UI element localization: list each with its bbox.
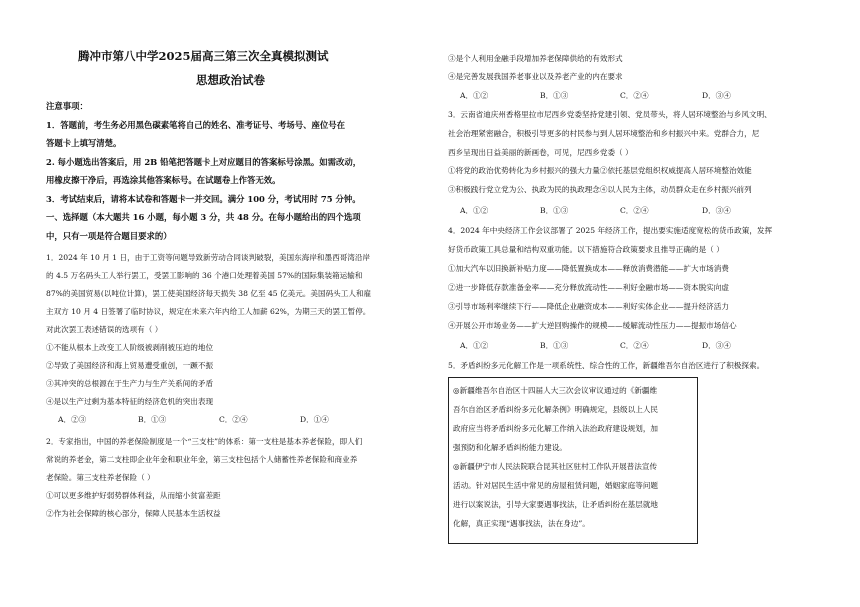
option-a[interactable]: A．①② [460, 206, 489, 215]
q2-stem: 老保险。第三支柱养老保险（ ） [46, 473, 155, 482]
q5-stem: 5．矛盾纠纷多元化解工作是一项系统性、综合性的工作，新疆维吾尔自治区进行了积极探索。 [448, 361, 765, 370]
box-line: 强预防和化解矛盾纠纷能力建设。 [453, 443, 567, 452]
option-a[interactable]: A．①② [460, 91, 489, 100]
notice-line: 2. 每小题选出答案后，用 2B 铅笔把答题卡上对应题目的答案标号涂黑。如需改动， [46, 157, 362, 167]
notice-line: 用橡皮擦干净后，再选涂其他答案标号。在试题卷上作答无效。 [46, 175, 281, 185]
q1-stem: 主双方 10 月 4 日签署了临时协议，规定在未来六年内给工人加薪 62%，为期三天的罢工暂停。 [46, 307, 371, 316]
box-line: ◎新疆伊宁市人民法院联合昆其社区驻村工作队开展普法宣传 [453, 462, 658, 471]
notice-heading: 注意事项： [46, 101, 88, 111]
q2-item: ②作为社会保障的核心部分，保障人民基本生活权益 [46, 509, 221, 518]
q2-stem: 常说的养老金，第二支柱即企业年金和职业年金，第三支柱包括个人储蓄性养老保险和商业养 [46, 455, 358, 464]
option-c[interactable]: C．②④ [620, 206, 649, 215]
exam-title: 腾冲市第八中学2025届高三第三次全真模拟测试 [78, 49, 329, 63]
exam-subtitle: 思想政治试卷 [196, 73, 265, 87]
option-c[interactable]: C．②④ [219, 415, 248, 424]
q3-item: ①将党的政治优势转化为乡村振兴的强大力量②依托基层党组织权威提高人居环境整治效能 [448, 166, 752, 175]
q4-item: ①加大汽车以旧换新补贴力度——降低置换成本——释放消费潜能——扩大市场消费 [448, 264, 729, 273]
q3-item: ③积极践行党立党为公、执政为民的执政理念④以人民为主体，动员群众走在乡村振兴前列 [448, 185, 752, 194]
option-d[interactable]: D．③④ [702, 206, 731, 215]
option-d[interactable]: D．③④ [702, 91, 731, 100]
q3-stem: 3．云南省迪庆州香格里拉市尼西乡党委坚持党建引领、党员带头，将人居环境整治与乡风文明、 [448, 110, 772, 119]
option-d[interactable]: D．③④ [702, 341, 731, 350]
option-a[interactable]: A．①② [460, 341, 489, 350]
q4-item: ④开展公开市场业务——扩大逆回购操作的规模——缓解流动性压力——提振市场信心 [448, 321, 737, 330]
q3-stem: 西乡呈现出日益美丽的新画卷，可见，尼西乡党委（ ） [448, 148, 633, 157]
q4-item: ③引导市场利率继续下行——降低企业融资成本——利好实体企业——提升经济活力 [448, 302, 729, 311]
box-line: 化解，真正实现“遇事找法，法在身边”。 [453, 519, 590, 528]
q1-stem: 的 4.5 万名码头工人举行罢工，受罢工影响的 36 个港口处理着美国 57%的国际集装箱运输和 [46, 271, 363, 280]
option-b[interactable]: B．①③ [540, 341, 569, 350]
q1-stem: 对此次罢工表述错误的选项有（ ） [46, 325, 163, 334]
q2-item: ③是个人利用金融手段增加养老保障供给的有效形式 [448, 54, 623, 63]
q1-item: ①不能从根本上改变工人阶级被剥削被压迫的地位 [46, 343, 214, 352]
section-heading: 一、选择题（本大题共 16 小题，每小题 3 分，共 48 分。在每小题给出的四个选项 [46, 212, 361, 222]
q4-item: ②进一步降低存款准备金率——充分释放流动性——利好金融市场——资本脱实向虚 [448, 283, 729, 292]
option-c[interactable]: C．②④ [620, 341, 649, 350]
notice-line: 3．考试结束后，请将本试卷和答题卡一并交回。满分 100 分，考试用时 75 分钟。 [46, 194, 361, 204]
q1-item: ③其冲突的总根源在于生产力与生产关系间的矛盾 [46, 379, 214, 388]
box-line: 吾尔自治区矛盾纠纷多元化解条例》明确规定，县级以上人民 [453, 405, 659, 414]
q2-stem: 2．专家指出，中国的养老保险制度是一个“三支柱”的体系：第一支柱是基本养老保险，即人们 [46, 437, 363, 446]
notice-line: 答题卡上填写清楚。 [46, 138, 122, 148]
section-heading: 中，只有一项是符合题目要求的） [46, 231, 172, 241]
q1-item: ④是以生产过剩为基本特征的经济危机的突出表现 [46, 397, 214, 406]
q4-stem: 4．2024 年中央经济工作会议部署了 2025 年经济工作，提出要实施适度宽松的货币政策，发挥 [448, 226, 773, 235]
option-d[interactable]: D．①④ [300, 415, 329, 424]
q1-item: ②导致了美国经济和海上贸易遭受重创，一蹶不振 [46, 361, 214, 370]
box-line: 活动。针对居民生活中常见的房屋租赁问题，婚姻家庭等问题 [453, 481, 659, 490]
option-b[interactable]: B．①③ [540, 206, 569, 215]
q5-material-box [448, 377, 698, 544]
q3-stem: 社会治理紧密融合，积极引导更多的村民参与到人居环境整治和乡村振兴中来。党群合力，尼 [448, 129, 760, 138]
q2-item: ①可以更多维护好弱势群体利益，从而缩小贫富差距 [46, 491, 221, 500]
notice-line: 1．答题前，考生务必用黑色碳素笔将自己的姓名、准考证号、考场号、座位号在 [46, 120, 345, 130]
q1-stem: 1．2024 年 10 月 1 日，由于工资等问题导致新劳动合同谈判破裂，美国东海岸和墨西哥湾沿岸 [46, 253, 371, 262]
option-b[interactable]: B．①③ [138, 415, 167, 424]
box-line: ◎新疆维吾尔自治区十四届人大三次会议审议通过的《新疆维 [453, 386, 658, 395]
option-c[interactable]: C．②④ [620, 91, 649, 100]
q1-stem: 87%的美国贸易(以吨位计算)，罢工使美国经济每天损失 38 亿至 45 亿美元。美国码头工人和雇 [46, 289, 372, 298]
option-a[interactable]: A．②③ [58, 415, 87, 424]
q4-stem: 好货币政策工具总量和结构双重功能。以下措施符合政策要求且推导正确的是（ ） [448, 245, 724, 254]
q2-item: ④是完善发展我国养老事业以及养老产业的内在要求 [448, 72, 623, 81]
option-b[interactable]: B．①③ [540, 91, 569, 100]
box-line: 政府应当将矛盾纠纷多元化解工作纳入法治政府建设规划，加 [453, 424, 659, 433]
box-line: 进行以案说法，引导大家要遇事找法，让矛盾纠纷在基层就地 [453, 500, 659, 509]
